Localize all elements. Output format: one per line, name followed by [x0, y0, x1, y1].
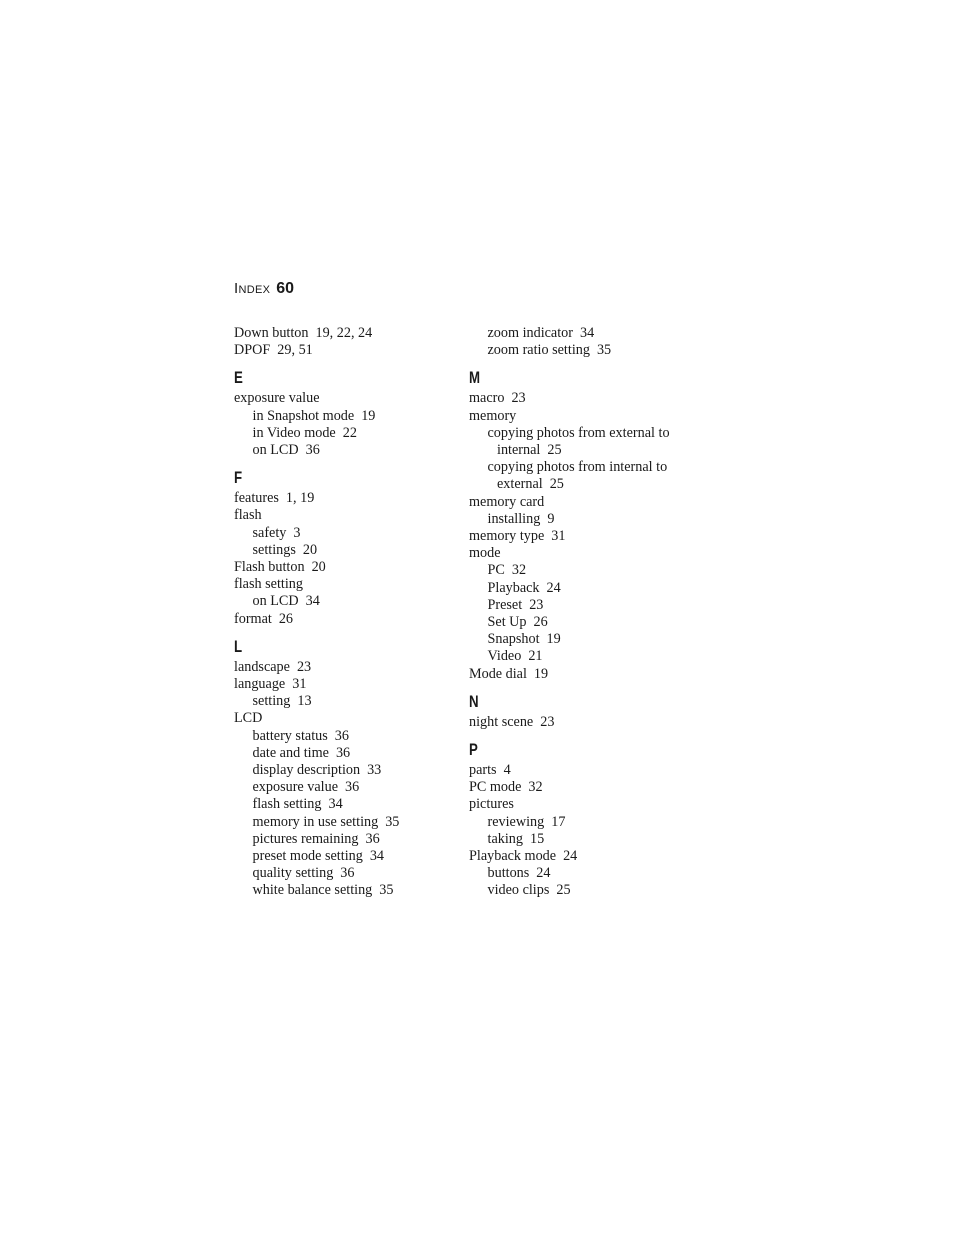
index-subentry: [234, 442, 454, 459]
index-page-refs: 36: [340, 865, 355, 882]
index-term: battery status: [252, 727, 328, 744]
index-entry: [234, 659, 454, 676]
index-page-refs: 36: [345, 779, 360, 796]
index-subentry: [469, 425, 689, 442]
index-term: memory card: [469, 493, 545, 510]
index-entry: [234, 710, 454, 727]
index-page-refs: 23: [529, 596, 544, 613]
index-page-refs: 34: [328, 796, 343, 813]
index-term: Flash button: [234, 559, 305, 576]
index-term: setting: [252, 693, 291, 710]
index-term: zoom ratio setting: [487, 342, 590, 359]
index-entry: [469, 545, 689, 562]
index-term: LCD: [234, 710, 263, 727]
index-entry: [234, 676, 454, 693]
index-entry: [469, 714, 689, 731]
index-term: settings: [252, 541, 296, 558]
index-term: reviewing: [487, 813, 545, 830]
index-page-refs: 35: [385, 813, 400, 830]
index-page-refs: 25: [549, 476, 564, 493]
index-page-refs: 22: [342, 424, 357, 441]
index-page-refs: 32: [511, 562, 527, 579]
index-term: flash: [234, 507, 262, 524]
index-page-refs: 24: [563, 848, 578, 865]
index-page-refs: 20: [311, 559, 326, 576]
index-subentry: [234, 728, 454, 745]
index-term: memory: [469, 407, 517, 424]
index-subentry: [234, 542, 454, 559]
index-term: quality setting: [252, 865, 334, 882]
index-term: flash setting: [252, 796, 322, 813]
index-page-refs: 15: [529, 830, 545, 847]
index-subentry: [469, 865, 689, 882]
index-term: format: [234, 610, 272, 627]
index-subentry: [234, 865, 454, 882]
index-subentry: [234, 425, 454, 442]
index-term: night scene: [469, 713, 534, 730]
index-page-refs: 23: [511, 390, 526, 407]
index-entry: [469, 796, 689, 813]
index-term: parts: [469, 762, 497, 779]
index-entry: [469, 762, 689, 779]
page-number: 60: [276, 280, 295, 297]
index-letter-heading: P: [469, 740, 478, 760]
index-term: on LCD: [252, 442, 299, 459]
index-page-refs: 26: [278, 610, 294, 627]
index-term: landscape: [234, 658, 290, 675]
index-page-refs: 20: [302, 541, 318, 558]
index-page-refs: 19, 22, 24: [315, 325, 373, 341]
index-subentry: [469, 442, 689, 459]
index-page-refs: 32: [528, 779, 543, 796]
index-term: internal: [497, 442, 541, 459]
index-subentry: [469, 831, 689, 848]
index-page-refs: 19: [361, 407, 376, 424]
index-column-left: [234, 325, 454, 900]
index-subentry: [234, 779, 454, 796]
index-page-refs: 23: [540, 713, 555, 730]
index-page-refs: 34: [580, 325, 595, 341]
index-subentry: [469, 614, 689, 631]
index-page-refs: 29, 51: [277, 342, 313, 359]
index-page-refs: 1, 19: [285, 490, 315, 507]
index-subentry: [234, 814, 454, 831]
index-term: display description: [252, 762, 361, 779]
index-term: macro: [469, 390, 505, 407]
index-term: PC mode: [469, 779, 522, 796]
index-term: Snapshot: [487, 631, 540, 648]
index-page-refs: 24: [536, 865, 551, 882]
index-subentry: [234, 796, 454, 813]
index-term: flash setting: [234, 576, 303, 593]
index-term: installing: [487, 510, 541, 527]
index-entry: [469, 779, 689, 796]
index-term: Set Up: [487, 614, 527, 631]
index-page-refs: 13: [297, 693, 312, 710]
index-term: date and time: [252, 744, 329, 761]
index-term: preset mode setting: [252, 848, 363, 865]
index-page-refs: 35: [596, 342, 612, 359]
index-page-refs: 19: [546, 631, 561, 648]
index-term: on LCD: [252, 593, 299, 610]
index-page-refs: 23: [296, 658, 312, 675]
index-page-refs: 26: [533, 614, 548, 631]
index-term: copying photos from internal to: [487, 459, 668, 476]
index-subentry: [469, 597, 689, 614]
index-subentry: [469, 814, 689, 831]
index-letter-heading: N: [469, 691, 479, 711]
index-term: safety: [252, 524, 287, 541]
index-page-refs: 25: [556, 882, 571, 899]
running-head: [234, 278, 294, 300]
index-term: features: [234, 490, 279, 507]
index-subentry: [469, 562, 689, 579]
index-page-refs: 33: [367, 762, 382, 779]
index-page-refs: 34: [305, 593, 320, 610]
index-letter-heading: L: [234, 636, 243, 656]
index-subentry: [234, 745, 454, 762]
index-term: Playback: [487, 579, 540, 596]
index-subentry: [234, 408, 454, 425]
index-term: PC: [487, 562, 505, 579]
index-letter-heading: F: [234, 468, 243, 488]
index-term: Preset: [487, 596, 523, 613]
index-page-refs: 3: [293, 524, 301, 541]
index-page-refs: 36: [335, 744, 351, 761]
index-term: pictures: [469, 796, 514, 813]
index-entry: [234, 507, 454, 524]
index-term: external: [497, 476, 543, 493]
index-page-refs: 9: [547, 510, 555, 527]
index-page-refs: 24: [546, 579, 561, 596]
index-entry: [234, 490, 454, 507]
index-term: memory in use setting: [252, 813, 379, 830]
index-subentry: [234, 762, 454, 779]
index-subentry: [469, 342, 689, 359]
index-subentry: [469, 648, 689, 665]
index-letter-heading: E: [234, 368, 243, 388]
index-entry: [234, 342, 454, 359]
index-entry: [469, 408, 689, 425]
index-page-refs: 21: [528, 648, 543, 665]
index-column-right: [469, 325, 689, 900]
index-term: exposure value: [252, 779, 338, 796]
index-letter-heading: M: [469, 368, 481, 388]
index-term: Down button: [234, 325, 309, 341]
index-entry: [469, 666, 689, 683]
index-page-refs: 19: [533, 665, 549, 682]
index-entry: [469, 494, 689, 511]
index-subentry: [469, 580, 689, 597]
index-term: zoom indicator: [487, 325, 573, 341]
index-term: in Snapshot mode: [252, 407, 355, 424]
index-page-refs: 25: [547, 442, 562, 459]
index-entry: [234, 390, 454, 407]
index-page-refs: 31: [551, 528, 566, 545]
index-term: language: [234, 676, 286, 693]
index-term: taking: [487, 830, 523, 847]
index-page-refs: 17: [551, 813, 566, 830]
index-term: pictures remaining: [252, 830, 359, 847]
index-subentry: [234, 693, 454, 710]
index-subentry: [469, 511, 689, 528]
index-subentry: [469, 459, 689, 476]
index-subentry: [234, 848, 454, 865]
index-term: DPOF: [234, 342, 271, 359]
index-page-refs: 36: [365, 830, 380, 847]
index-term: buttons: [487, 865, 530, 882]
index-page-refs: 34: [369, 848, 385, 865]
index-page-refs: 36: [305, 442, 320, 459]
index-term: white balance setting: [252, 882, 373, 899]
section-title: Index: [234, 280, 271, 297]
index-entry: [469, 390, 689, 407]
index-subentry: [234, 831, 454, 848]
index-subentry: [234, 882, 454, 899]
index-term: Mode dial: [469, 665, 527, 682]
index-term: video clips: [487, 882, 550, 899]
index-entry: [234, 559, 454, 576]
index-subentry: [469, 325, 689, 342]
index-term: copying photos from external to: [487, 424, 670, 441]
index-term: memory type: [469, 528, 545, 545]
index-term: exposure value: [234, 390, 320, 407]
index-page-refs: 4: [503, 762, 511, 779]
index-term: in Video mode: [252, 424, 336, 441]
index-entry: [469, 528, 689, 545]
index-entry: [234, 576, 454, 593]
index-page-refs: 31: [292, 676, 307, 693]
index-subentry: [234, 593, 454, 610]
index-entry: [234, 611, 454, 628]
index-page-refs: 36: [334, 727, 349, 744]
index-subentry: [469, 882, 689, 899]
index-entry: [469, 848, 689, 865]
index-term: Playback mode: [469, 848, 557, 865]
index-term: Video: [487, 648, 522, 665]
index-subentry: [234, 525, 454, 542]
index-entry: [234, 325, 454, 342]
index-term: mode: [469, 545, 501, 562]
index-subentry: [469, 476, 689, 493]
index-subentry: [469, 631, 689, 648]
index-page-refs: 35: [379, 882, 394, 899]
